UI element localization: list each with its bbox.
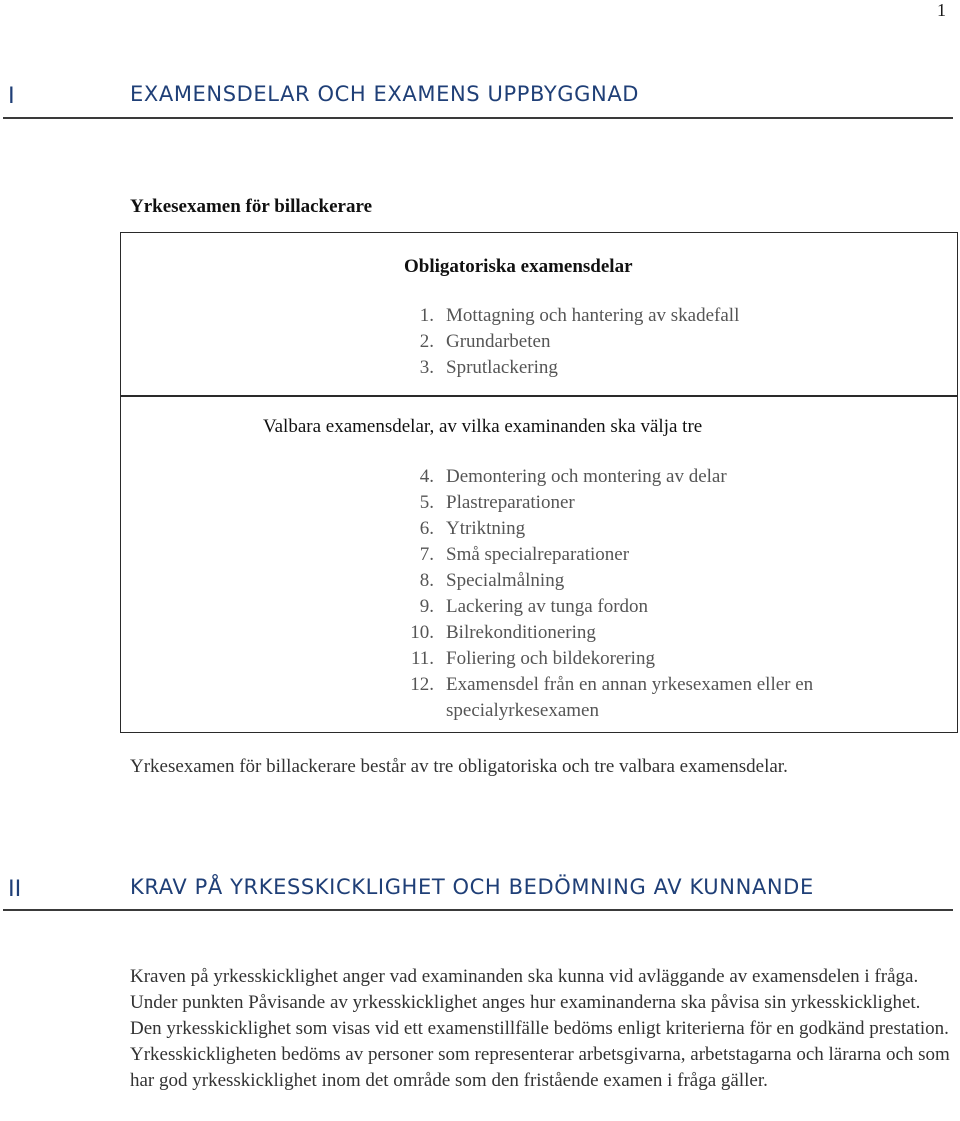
list-item: 11. Foliering och bildekorering <box>410 648 655 669</box>
section-2-rule <box>3 909 953 911</box>
list-item: 5. Plastreparationer <box>419 492 575 513</box>
optional-heading: Valbara examensdelar, av vilka examinanden ska välja tre <box>263 416 703 437</box>
list-item: 4. Demontering och montering av delar <box>419 466 727 487</box>
list-item: 7. Små specialreparationer <box>419 544 630 565</box>
list-item: 8. Specialmålning <box>419 570 565 591</box>
mandatory-list <box>394 303 740 381</box>
list-item: 9. Lackering av tunga fordon <box>419 596 649 617</box>
section-2-number: II <box>8 875 22 902</box>
section-2-title: KRAV PÅ YRKESSKICKLIGHET OCH BEDÖMNING AV KUNNANDE <box>130 875 814 899</box>
list-item: 10. Bilrekonditionering <box>410 622 596 643</box>
section-1-number: I <box>8 82 15 109</box>
page-number: 1 <box>937 0 946 20</box>
section-2-paragraph: Kraven på yrkesskicklighet anger vad examinanden ska kunna vid avläggande av examensdelen i fråga. Under punkten Påvisande av yrkesskicklighet anges hur examinanderna ska påvisa sin yrkesskicklighet. Den yrkesskicklighet som visas vid ett examenstillfälle bedöms enligt kriterierna för en godkänd prestation. Yrkesskickligheten bedöms av personer som representerar arbetsgivarna, arbetstagarna och lärarna och som har god yrkesskicklighet inom det område som den fristående examen i fråga gäller. <box>130 966 950 1091</box>
list-item: 6. Ytriktning <box>419 518 526 539</box>
exam-subtitle: Yrkesexamen för billackerare <box>130 196 373 217</box>
list-item: 1. Mottagning och hantering av skadefall <box>419 305 740 326</box>
optional-list <box>394 464 814 724</box>
section-1-title: EXAMENSDELAR OCH EXAMENS UPPBYGGNAD <box>130 82 640 106</box>
table-divider <box>120 395 958 397</box>
list-item: 2. Grundarbeten <box>419 331 551 352</box>
list-item: 3. Sprutlackering <box>419 357 558 378</box>
section-1-rule <box>3 117 953 119</box>
exam-summary: Yrkesexamen för billackerare består av tre obligatoriska och tre valbara examensdelar. <box>130 756 788 777</box>
mandatory-heading: Obligatoriska examensdelar <box>404 256 633 277</box>
list-item: 12. Examensdel från en annan yrkesexamen eller en specialyrkesexamen <box>410 674 814 721</box>
